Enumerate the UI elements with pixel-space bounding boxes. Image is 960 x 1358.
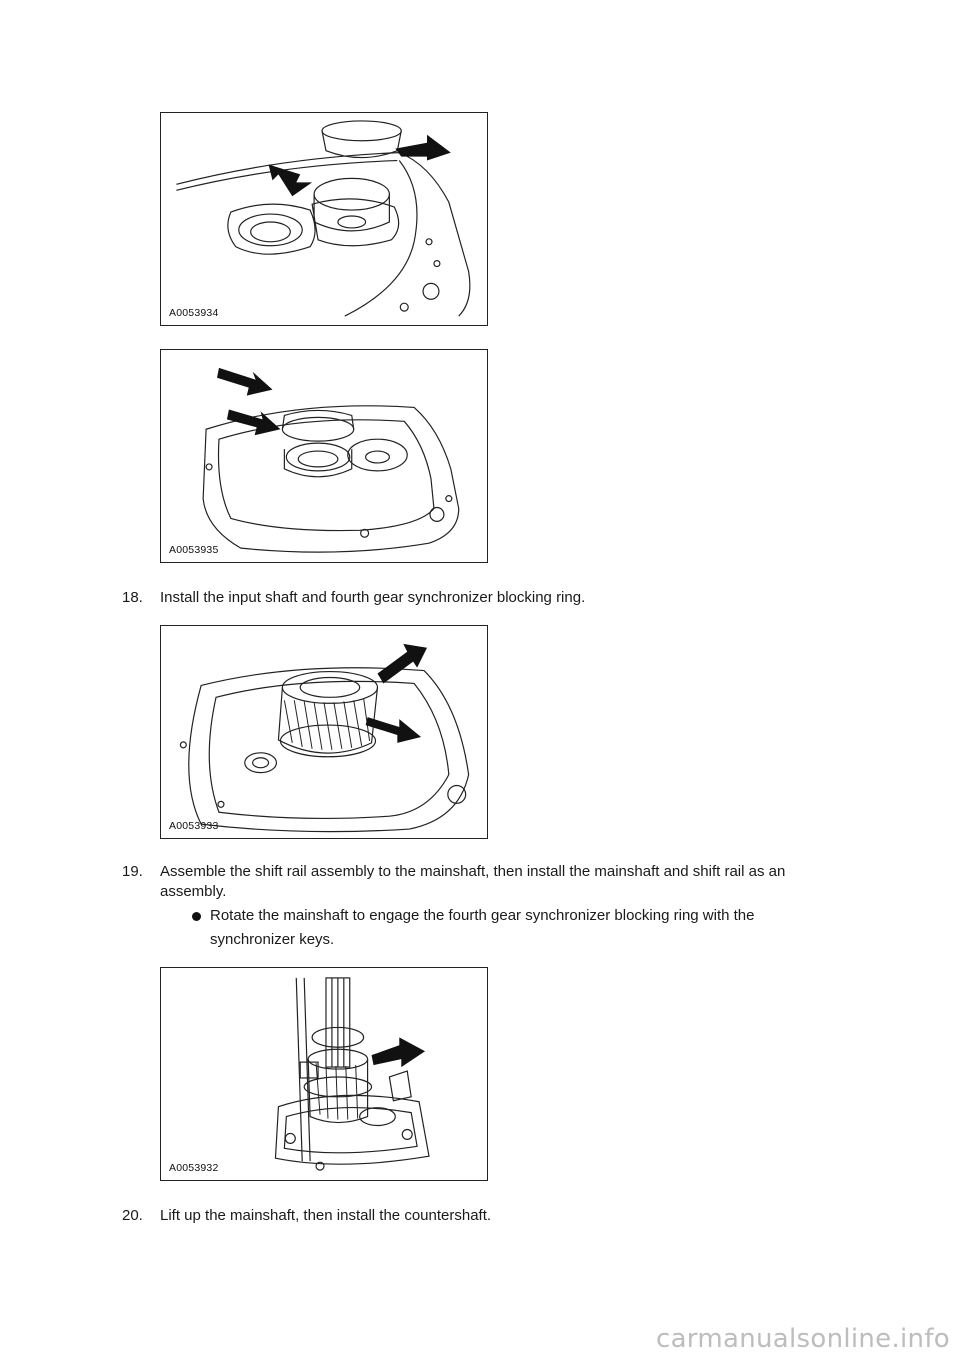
step-text: Assemble the shift rail assembly to the mainshaft, then install the mainshaft and shift rail as an assembly. (160, 863, 786, 900)
arrow-indicator-1 (217, 368, 272, 396)
figure-id: A0053935 (169, 544, 219, 556)
figure-bearing-cup-removal-1 (160, 112, 488, 326)
figure-illustration (161, 113, 487, 325)
step-19-bullet: Rotate the mainshaft to engage the fourth gear synchronizer blocking ring with the synchronizer keys. (210, 907, 755, 948)
arrow-indicator-2 (395, 135, 450, 161)
watermark: carmanualsonline.info (655, 1324, 950, 1354)
bullet-icon (192, 912, 201, 921)
figure-input-shaft-install (160, 625, 488, 839)
arrow-indicator-2 (366, 717, 421, 743)
step-text: Install the input shaft and fourth gear synchronizer blocking ring. (160, 589, 586, 606)
figure-id: A0053932 (169, 1162, 219, 1174)
figure-illustration (161, 350, 487, 562)
figure-illustration (161, 626, 487, 838)
figure-id: A0053934 (169, 307, 219, 319)
figure-id: A0053933 (169, 820, 219, 832)
figure-illustration (161, 968, 487, 1180)
arrow-indicator-1 (372, 1037, 425, 1067)
step-number: 18. (122, 589, 143, 606)
figure-bearing-cup-removal-2 (160, 349, 488, 563)
step-text: Lift up the mainshaft, then install the countershaft. (160, 1207, 492, 1224)
figure-mainshaft-install (160, 967, 488, 1181)
step-number: 19. (122, 863, 143, 880)
arrow-indicator-1 (377, 644, 427, 684)
step-number: 20. (122, 1207, 143, 1224)
